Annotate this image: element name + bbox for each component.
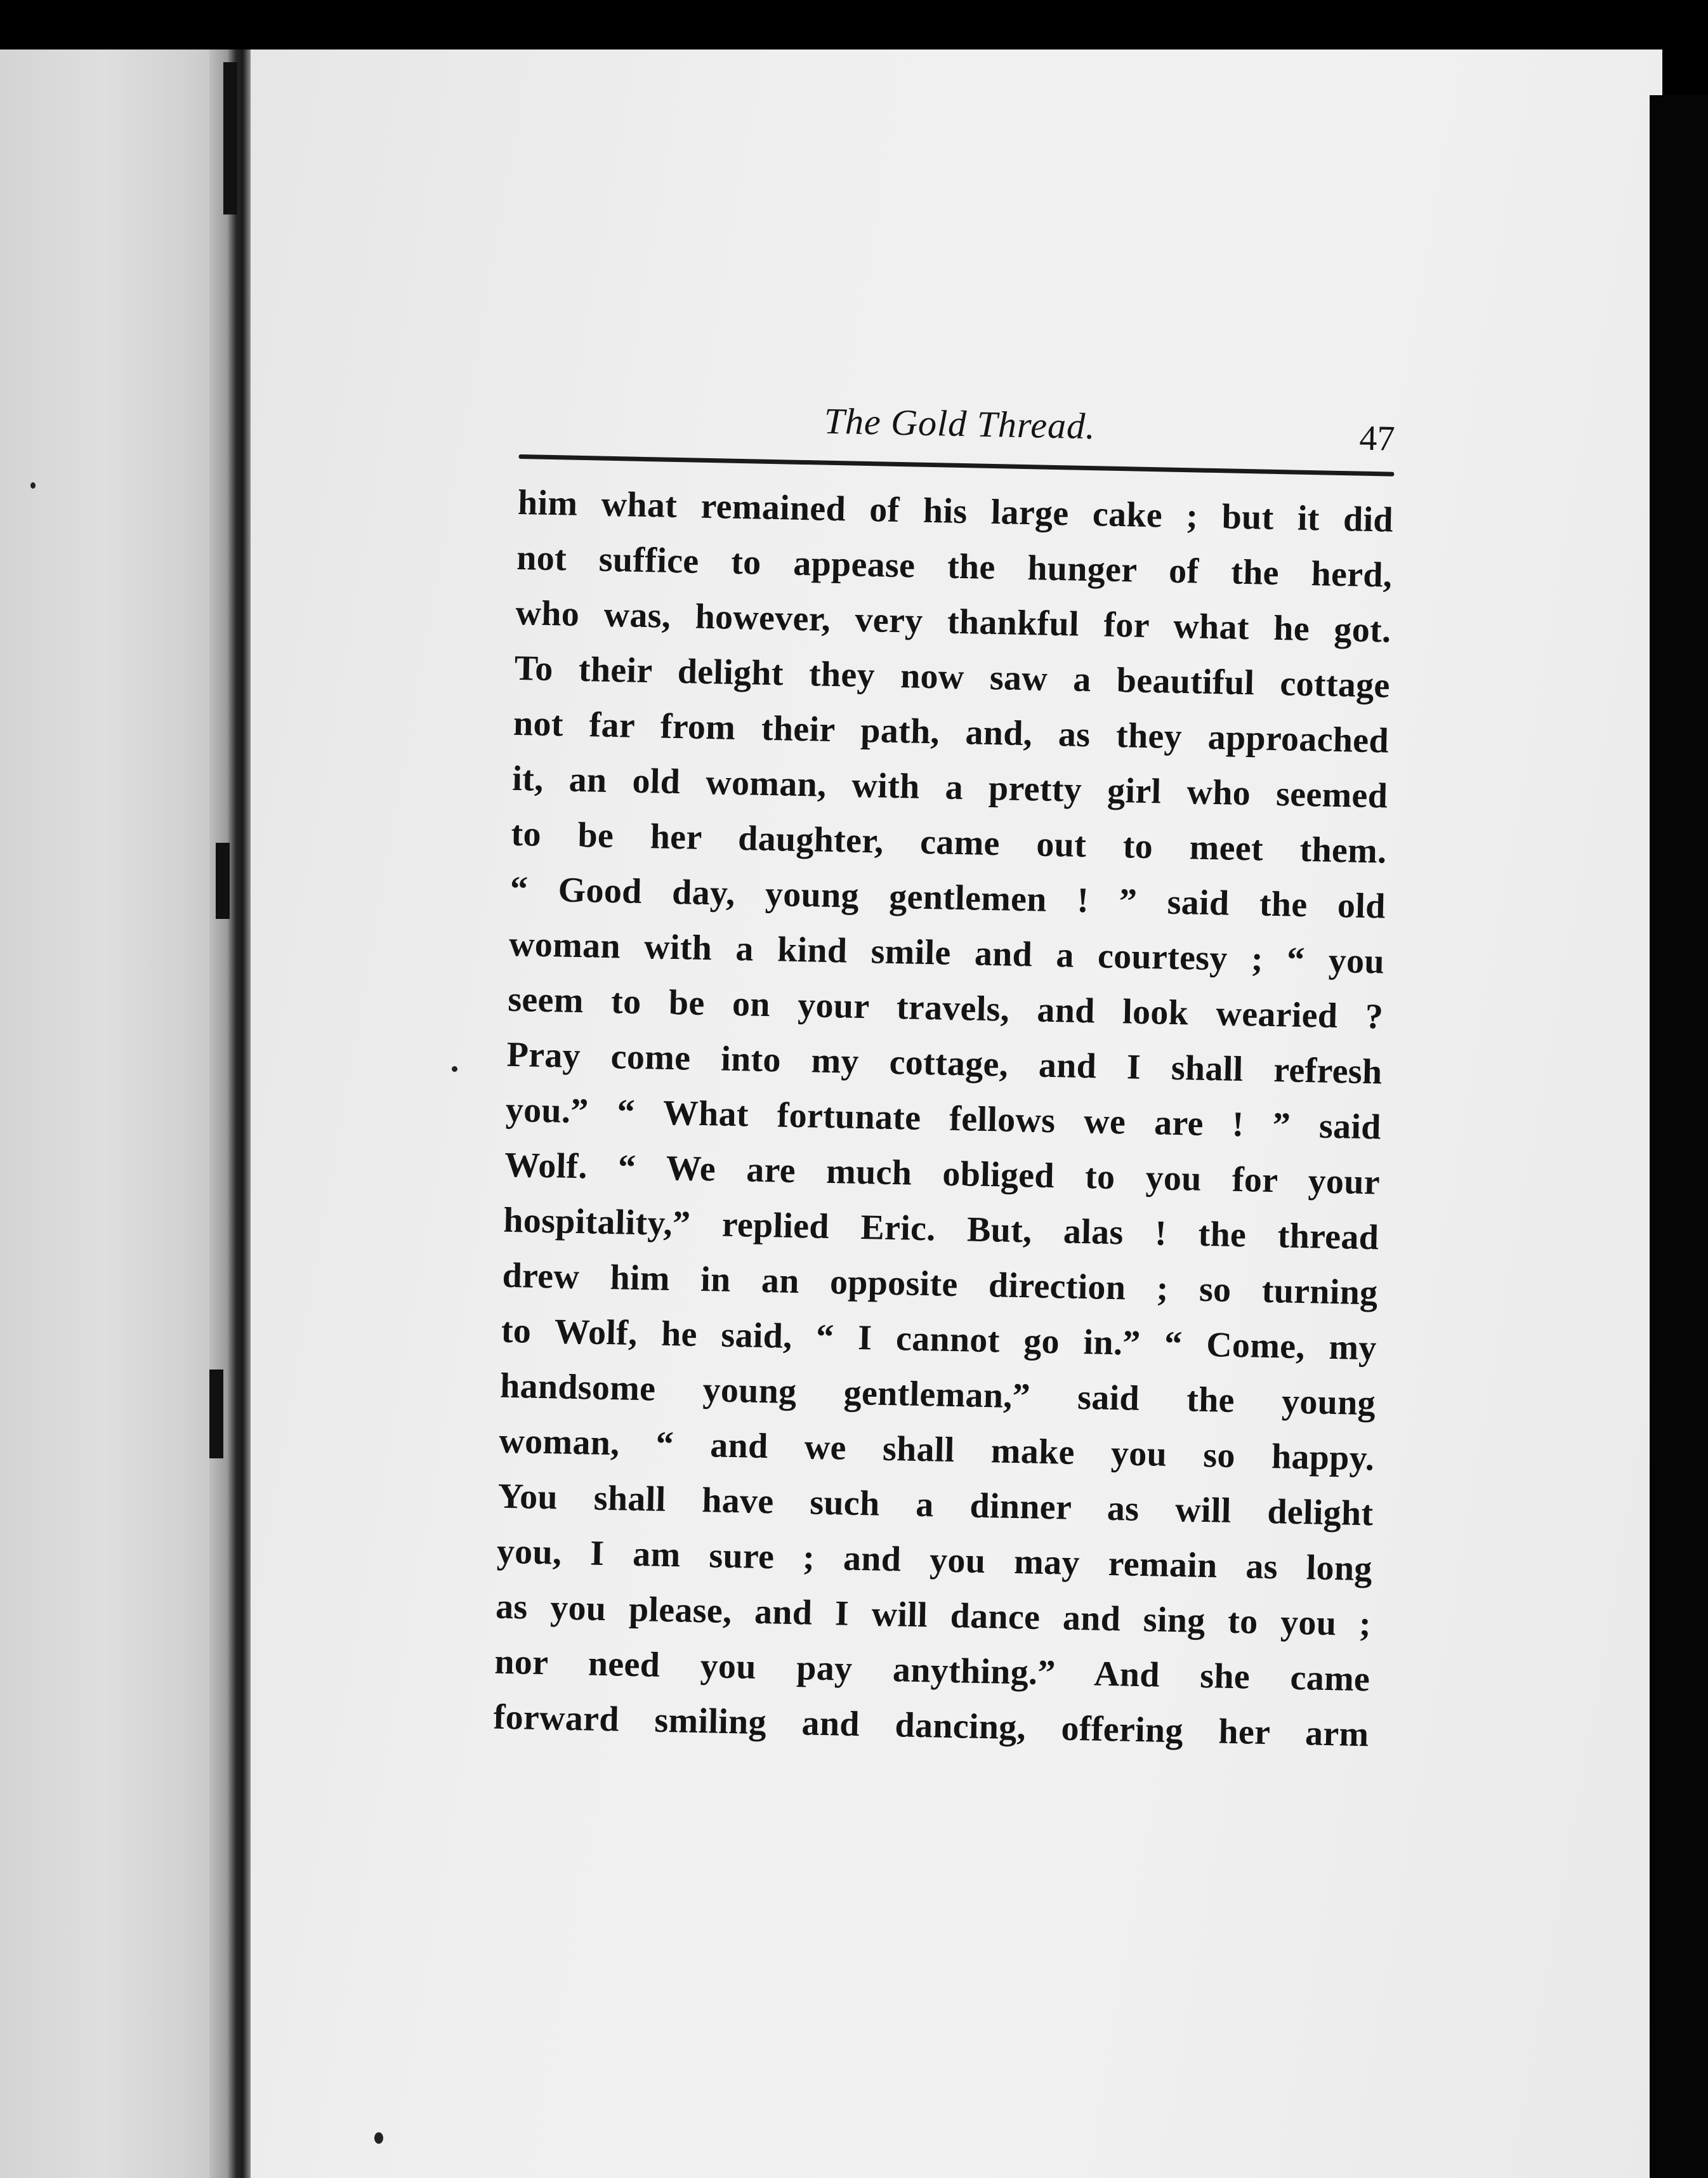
text-line: hospitality,” replied Eric. But, alas ! the thread — [503, 1200, 1379, 1258]
text-line: woman with a kind smile and a courtesy ; “ you — [508, 924, 1385, 982]
book-gutter — [209, 50, 254, 2178]
page-number: 47 — [1358, 418, 1396, 459]
scan-speck — [30, 482, 36, 489]
page-text-block — [493, 381, 1396, 1762]
text-line: Wolf. “ We are much obliged to you for your — [504, 1145, 1381, 1203]
text-line: nor need you pay anything.” And she came — [494, 1642, 1370, 1700]
text-line: him what remained of his large cake ; but it did — [517, 482, 1394, 540]
text-line: Pray come into my cottage, and I shall refresh — [506, 1034, 1383, 1092]
text-line: not far from their path, and, as they approached — [513, 703, 1389, 761]
text-line: not suffice to appease the hunger of the herd, — [516, 538, 1393, 595]
text-line: seem to be on your travels, and look wearied ? — [507, 979, 1384, 1037]
text-line: “ Good day, young gentlemen ! ” said the old — [509, 869, 1386, 927]
running-head-title: The Gold Thread. — [824, 400, 1096, 447]
scan-right-border — [1650, 95, 1708, 2178]
text-line: you.” “ What fortunate fellows we are ! ” said — [505, 1090, 1382, 1147]
text-line: woman, “ and we shall make you so happy. — [498, 1421, 1375, 1479]
scan-top-border — [0, 0, 1708, 55]
text-line: forward smiling and dancing, offering her arm — [493, 1697, 1370, 1755]
gutter-shadow — [216, 843, 230, 919]
text-line: as you please, and I will dance and sing to you ; — [495, 1587, 1372, 1644]
text-line: to be her daughter, came out to meet them. — [511, 814, 1388, 871]
text-line: to Wolf, he said, “ I cannot go in.” “ Come, my — [501, 1310, 1377, 1368]
gutter-shadow — [223, 62, 237, 214]
text-line: drew him in an opposite direction ; so turning — [502, 1255, 1379, 1313]
text-line: who was, however, very thankful for what he got. — [515, 593, 1391, 650]
text-line: handsome young gentleman,” said the young — [499, 1366, 1376, 1423]
scan-speck — [452, 1066, 457, 1072]
text-line: To their delight they now saw a beautiful cottage — [514, 648, 1391, 706]
left-page-blank — [0, 50, 228, 2178]
body-text — [493, 475, 1394, 1762]
text-line: you, I am sure ; and you may remain as long — [496, 1531, 1373, 1589]
text-line: You shall have such a dinner as will delight — [497, 1476, 1374, 1534]
scan-speck — [374, 2132, 383, 2144]
gutter-shadow — [209, 1370, 223, 1458]
text-line: it, an old woman, with a pretty girl who seemed — [511, 758, 1388, 816]
